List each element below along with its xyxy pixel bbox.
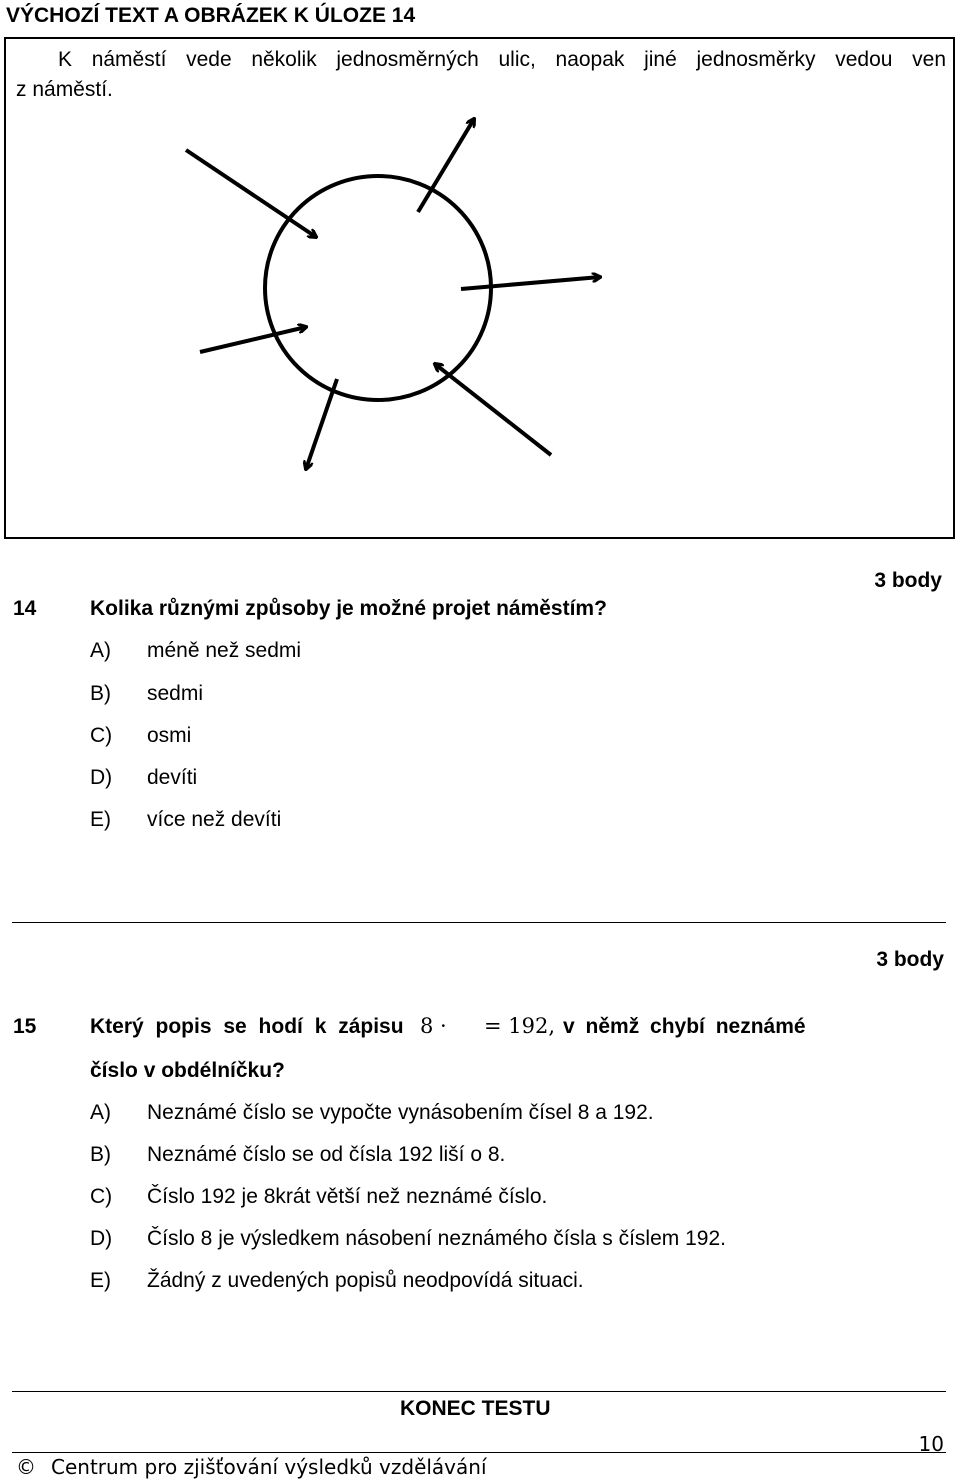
option-letter: A) <box>90 639 111 662</box>
option-text: devíti <box>147 766 198 789</box>
option-text: sedmi <box>147 682 204 705</box>
option-letter: C) <box>90 724 113 747</box>
organization-name: Centrum pro zjišťování výsledků vzdělávání <box>51 1455 487 1479</box>
option-text: Číslo 192 je 8krát větší než neznámé číslo. <box>147 1185 548 1208</box>
copyright-icon: © <box>16 1455 36 1479</box>
option-letter: B) <box>90 1143 111 1166</box>
intro-text-line2: z náměstí. <box>16 78 113 101</box>
end-of-test-label: KONEC TESTU <box>400 1397 551 1420</box>
intro-text-line1: K náměstí vede několik jednosměrných ulic, naopak jiné jednosměrky vedou ven <box>58 48 946 71</box>
question-text-part2: v němž chybí neznámé <box>563 1015 806 1038</box>
footer-line <box>12 1452 946 1453</box>
points-label: 3 body <box>876 948 944 971</box>
option-text: Číslo 8 je výsledkem násobení neznámého čísla s číslem 192. <box>147 1227 726 1250</box>
option-letter: D) <box>90 1227 113 1250</box>
option-text: Žádný z uvedených popisů neodpovídá situaci. <box>147 1269 584 1292</box>
option-text: více než devíti <box>147 808 282 831</box>
page-number: 10 <box>918 1432 944 1456</box>
square-circle <box>265 176 491 400</box>
math-expression-left: 8 · <box>420 1014 447 1038</box>
option-text: Neznámé číslo se od čísla 192 liší o 8. <box>147 1143 506 1166</box>
option-text: osmi <box>147 724 192 747</box>
points-label: 3 body <box>874 569 942 592</box>
question-number: 15 <box>13 1015 37 1038</box>
street-in-upper-left-arrow <box>186 150 316 237</box>
intro-box <box>4 37 955 539</box>
street-out-bottom-arrow <box>306 379 337 469</box>
footer-divider <box>12 1391 946 1392</box>
question-text-part1: Který popis se hodí k zápisu <box>90 1015 404 1038</box>
question-text: Kolika různými způsoby je možné projet náměstím? <box>90 597 607 620</box>
section-title: VÝCHOZÍ TEXT A OBRÁZEK K ÚLOZE 14 <box>6 4 416 27</box>
option-letter: E) <box>90 808 111 831</box>
square-diagram <box>6 39 957 541</box>
option-letter: C) <box>90 1185 113 1208</box>
option-letter: D) <box>90 766 113 789</box>
option-letter: A) <box>90 1101 111 1124</box>
street-out-right-arrow <box>461 277 600 289</box>
option-text: Neznámé číslo se vypočte vynásobením čísel 8 a 192. <box>147 1101 654 1124</box>
option-text: méně než sedmi <box>147 639 302 662</box>
street-in-lower-right-arrow <box>435 364 551 455</box>
option-letter: B) <box>90 682 111 705</box>
street-in-lower-left-arrow <box>200 327 306 352</box>
question-number: 14 <box>13 597 37 620</box>
missing-number-box <box>458 1015 480 1037</box>
section-divider <box>12 922 946 923</box>
question-text-line2: číslo v obdélníčku? <box>90 1059 285 1082</box>
option-letter: E) <box>90 1269 111 1292</box>
math-expression-right: = 192, <box>484 1014 556 1038</box>
